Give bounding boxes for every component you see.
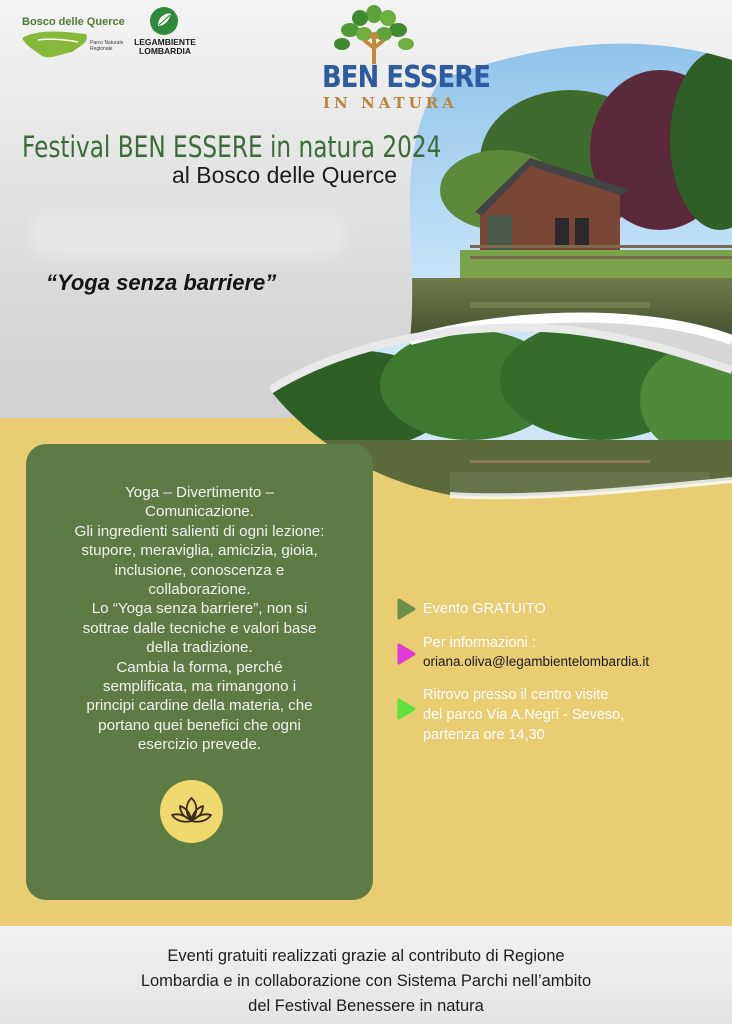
footer-text	[40, 944, 692, 1019]
description-line: Yoga – Divertimento –	[125, 484, 274, 501]
play-arrow-icon	[396, 698, 416, 720]
play-arrow-icon	[396, 598, 416, 620]
festival-subtitle: al Bosco delle Querce	[172, 162, 398, 188]
contact-email[interactable]: oriana.oliva@legambientelombardia.it	[423, 654, 650, 669]
bosco-logo-subtitle: Parco Naturale Regionale	[90, 40, 124, 52]
description-line: principi cardine della materia, che	[86, 697, 313, 715]
blurred-area	[28, 210, 348, 258]
footer-line: del Festival Benessere in natura	[248, 997, 484, 1015]
legambiente-label: LEGAMBIENTE LOMBARDIA	[134, 37, 196, 56]
benessere-tree-icon	[330, 4, 418, 66]
description-line: sottrae dalle tecniche e valori base	[82, 619, 317, 637]
lotus-icon	[160, 780, 223, 843]
info-label: Per informazioni :	[423, 635, 536, 651]
description-line: semplificata, ma rimangono i	[102, 678, 297, 696]
lotus-badge	[160, 780, 223, 843]
meeting-line: Ritrovo presso il centro visite	[423, 687, 609, 703]
description-line: stupore, meraviglia, amicizia, gioia,	[81, 542, 318, 560]
benessere-logo-subtitle: IN NATURA	[323, 94, 458, 112]
play-arrow-icon	[396, 643, 416, 665]
festival-title: Festival BEN ESSERE in natura 2024	[22, 130, 442, 164]
meeting-line: del parco Via A.Negri - Seveso,	[423, 707, 625, 723]
description-line: Cambia la forma, perché	[116, 658, 283, 676]
description-line: Lo “Yoga senza barriere”, non si	[91, 600, 308, 618]
footer-line: Lombardia e in collaborazione con Sistema Parchi nell’ambito	[140, 972, 592, 990]
benessere-logo-title: BEN ESSERE	[322, 60, 491, 95]
description-line: esercizio prevede.	[137, 736, 262, 754]
description-line: inclusione, conoscenza e	[114, 561, 285, 579]
legambiente-icon	[149, 6, 179, 36]
meeting-line: partenza ore 14,30	[423, 727, 545, 743]
footer-line: Eventi gratuiti realizzati grazie al contributo di Regione	[167, 947, 565, 965]
description-line: Gli ingredienti salienti di ogni lezione:	[74, 522, 325, 540]
description-line: portano quei benefici che ogni	[98, 716, 301, 734]
bosco-logo-title: Bosco delle Querce	[22, 16, 125, 28]
event-name: “Yoga senza barriere”	[46, 270, 277, 295]
description-line: della tradizione.	[146, 639, 253, 657]
description-line: collaborazione.	[148, 581, 251, 599]
description-text	[34, 483, 365, 755]
free-event-label: Evento GRATUITO	[423, 601, 546, 617]
description-line: Comunicazione.	[145, 503, 254, 521]
